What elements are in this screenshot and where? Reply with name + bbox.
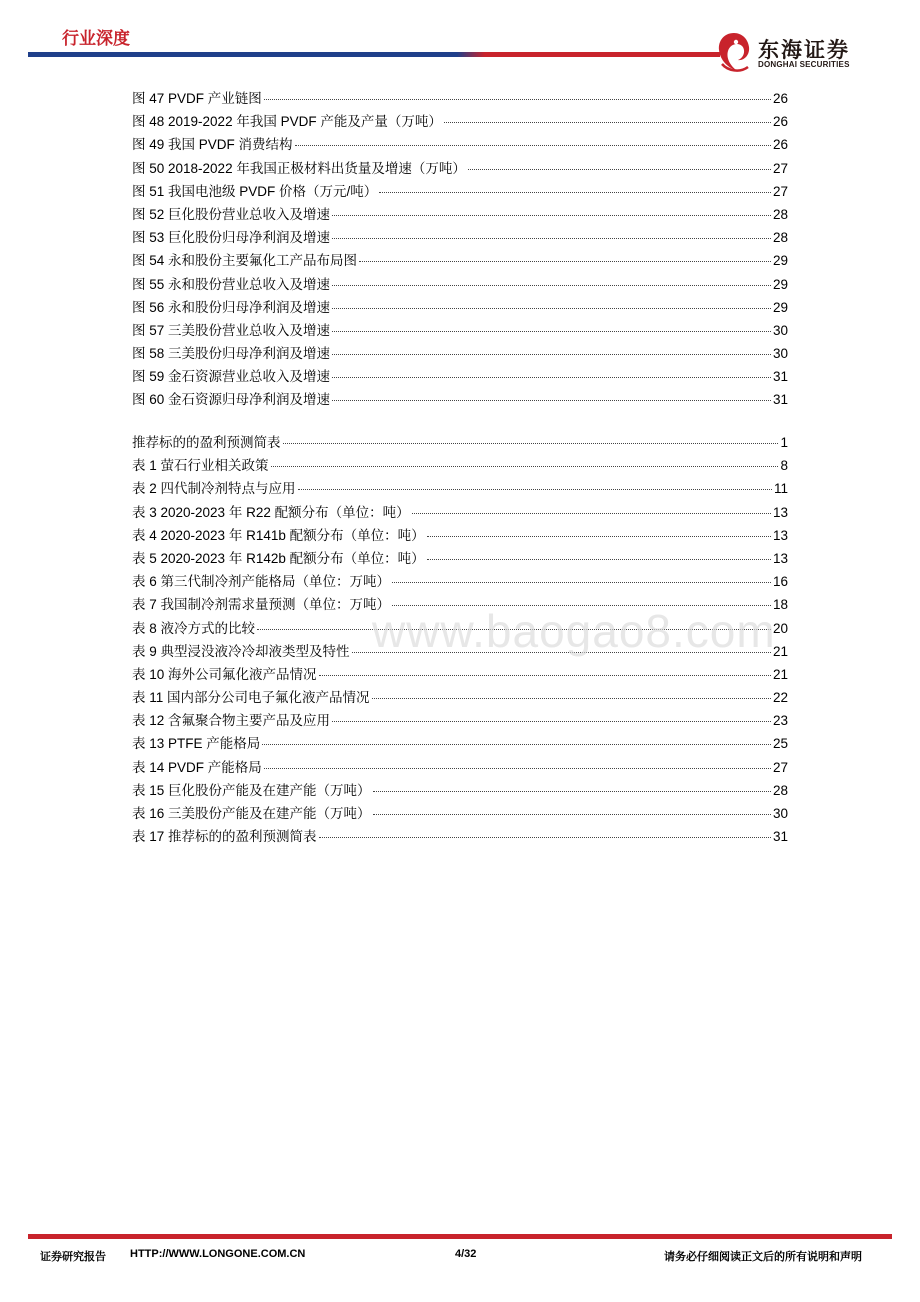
table-entry[interactable] bbox=[132, 686, 788, 709]
table-entry-page: 21 bbox=[772, 643, 788, 659]
table-entry[interactable] bbox=[132, 431, 788, 454]
table-entry[interactable] bbox=[132, 501, 788, 524]
table-entry[interactable] bbox=[132, 709, 788, 732]
table-entry-page: 13 bbox=[772, 550, 788, 566]
header-divider-bar bbox=[28, 52, 720, 57]
figure-entry-label: 图 57 三美股份营业总收入及增速 bbox=[132, 322, 331, 338]
figure-entry-label: 图 52 巨化股份营业总收入及增速 bbox=[132, 206, 331, 222]
table-entry[interactable] bbox=[132, 663, 788, 686]
table-entry-page: 1 bbox=[780, 435, 788, 450]
table-entry-page: 16 bbox=[772, 574, 788, 590]
figure-entry-page: 26 bbox=[772, 137, 788, 153]
dot-leader bbox=[319, 836, 771, 838]
dot-leader bbox=[332, 214, 771, 216]
watermark-text: www.baogao8.com bbox=[372, 605, 776, 657]
table-entry-page: 25 bbox=[772, 736, 788, 752]
dot-leader bbox=[271, 465, 779, 467]
table-entry[interactable] bbox=[132, 802, 788, 825]
figure-entry-page: 31 bbox=[772, 369, 788, 385]
footer-website-link[interactable]: HTTP://WWW.LONGONE.COM.CN bbox=[130, 1248, 306, 1260]
table-entry-page: 18 bbox=[772, 597, 788, 613]
table-entry-page: 11 bbox=[773, 481, 788, 497]
table-entry-page: 27 bbox=[772, 759, 788, 775]
table-entry-label: 表 17 推荐标的的盈利预测简表 bbox=[132, 829, 317, 845]
dot-leader bbox=[379, 191, 771, 193]
figure-entry-page: 29 bbox=[772, 253, 788, 269]
figure-index-list bbox=[132, 87, 788, 412]
figure-entry[interactable] bbox=[132, 133, 788, 156]
table-entry[interactable] bbox=[132, 547, 788, 570]
table-entry-page: 21 bbox=[772, 666, 788, 682]
table-entry-page: 8 bbox=[780, 458, 788, 474]
table-entry-label: 表 6 第三代制冷剂产能格局（单位：万吨） bbox=[132, 574, 391, 590]
figure-entry[interactable] bbox=[132, 296, 788, 319]
table-entry-page: 31 bbox=[772, 829, 788, 845]
figure-entry[interactable] bbox=[132, 87, 788, 110]
figure-entry[interactable] bbox=[132, 342, 788, 365]
figure-entry[interactable] bbox=[132, 388, 788, 411]
figure-entry-page: 28 bbox=[772, 230, 788, 246]
figure-entry-page: 27 bbox=[772, 160, 788, 176]
figure-entry-label: 图 58 三美股份归母净利润及增速 bbox=[132, 346, 331, 362]
figure-entry-page: 26 bbox=[772, 91, 788, 106]
figure-entry[interactable] bbox=[132, 273, 788, 296]
footer-page-number: 4/32 bbox=[455, 1248, 477, 1260]
table-entry-page: 30 bbox=[772, 806, 788, 821]
dot-leader bbox=[319, 674, 771, 676]
table-entry[interactable] bbox=[132, 756, 788, 779]
table-entry-label: 表 3 2020-2023 年 R22 配额分布（单位：吨） bbox=[132, 504, 410, 520]
dot-leader bbox=[427, 535, 771, 537]
table-entry[interactable] bbox=[132, 477, 788, 500]
dot-leader bbox=[264, 767, 771, 769]
dot-leader bbox=[332, 307, 771, 309]
figure-entry-page: 30 bbox=[772, 346, 788, 362]
figure-entry-label: 图 55 永和股份营业总收入及增速 bbox=[132, 276, 331, 292]
table-entry-label: 表 12 含氟聚合物主要产品及应用 bbox=[132, 713, 331, 729]
table-entry[interactable] bbox=[132, 825, 788, 848]
dot-leader bbox=[468, 168, 771, 170]
table-entry[interactable] bbox=[132, 454, 788, 477]
table-entry-label: 表 11 国内部分公司电子氟化液产品情况 bbox=[132, 690, 370, 706]
table-entry-label: 表 10 海外公司氟化液产品情况 bbox=[132, 666, 317, 682]
figure-entry-page: 26 bbox=[772, 114, 788, 130]
dot-leader bbox=[332, 399, 771, 401]
dot-leader bbox=[264, 98, 771, 100]
logo-english-name: DONGHAI SECURITIES bbox=[758, 60, 850, 69]
dragon-logo-icon bbox=[714, 30, 754, 74]
dot-leader bbox=[412, 512, 771, 514]
table-entry-label: 推荐标的的盈利预测简表 bbox=[132, 435, 281, 450]
dot-leader bbox=[332, 376, 771, 378]
figure-entry-page: 29 bbox=[772, 276, 788, 292]
table-entry-label: 表 14 PVDF 产能格局 bbox=[132, 759, 262, 775]
figure-entry-label: 图 56 永和股份归母净利润及增速 bbox=[132, 299, 331, 315]
figure-entry[interactable] bbox=[132, 110, 788, 133]
figure-entry-label: 图 59 金石资源营业总收入及增速 bbox=[132, 369, 331, 385]
dot-leader bbox=[295, 144, 771, 146]
figure-entry-page: 30 bbox=[772, 322, 788, 338]
table-entry-label: 表 7 我国制冷剂需求量预测（单位：万吨） bbox=[132, 597, 391, 613]
figure-entry-label: 图 50 2018-2022 年我国正极材料出货量及增速（万吨） bbox=[132, 160, 466, 176]
dot-leader bbox=[283, 442, 779, 444]
dot-leader bbox=[332, 237, 771, 239]
dot-leader bbox=[262, 743, 771, 745]
figure-entry-label: 图 49 我国 PVDF 消费结构 bbox=[132, 137, 293, 153]
dot-leader bbox=[332, 720, 771, 722]
figure-entry[interactable] bbox=[132, 180, 788, 203]
figure-entry[interactable] bbox=[132, 249, 788, 272]
dot-leader bbox=[392, 581, 771, 583]
dot-leader bbox=[427, 558, 771, 560]
table-entry[interactable] bbox=[132, 732, 788, 755]
figure-entry-label: 图 54 永和股份主要氟化工产品布局图 bbox=[132, 253, 358, 269]
table-entry-label: 表 5 2020-2023 年 R142b 配额分布（单位：吨） bbox=[132, 550, 425, 566]
figure-entry-page: 31 bbox=[772, 392, 788, 408]
dot-leader bbox=[359, 260, 771, 262]
dot-leader bbox=[373, 790, 771, 792]
dot-leader bbox=[373, 813, 771, 815]
company-logo bbox=[712, 30, 892, 76]
table-entry-label: 表 4 2020-2023 年 R141b 配额分布（单位：吨） bbox=[132, 527, 425, 543]
table-entry-page: 23 bbox=[772, 713, 788, 729]
table-entry-page: 20 bbox=[772, 620, 788, 636]
figure-entry-label: 图 47 PVDF 产业链图 bbox=[132, 91, 262, 106]
figure-entry-page: 27 bbox=[772, 183, 788, 199]
dot-leader bbox=[444, 121, 771, 123]
figure-entry[interactable] bbox=[132, 365, 788, 388]
figure-entry[interactable] bbox=[132, 226, 788, 249]
table-entry-page: 13 bbox=[772, 504, 788, 520]
table-entry[interactable] bbox=[132, 779, 788, 802]
figure-entry-page: 29 bbox=[772, 299, 788, 315]
figure-entry-label: 图 51 我国电池级 PVDF 价格（万元/吨） bbox=[132, 183, 378, 199]
table-entry-page: 22 bbox=[772, 690, 788, 706]
figure-entry[interactable] bbox=[132, 157, 788, 180]
dot-leader bbox=[332, 353, 771, 355]
table-entry-label: 表 1 萤石行业相关政策 bbox=[132, 458, 269, 474]
table-entry[interactable] bbox=[132, 524, 788, 547]
table-entry-label: 表 15 巨化股份产能及在建产能（万吨） bbox=[132, 782, 371, 798]
figure-entry[interactable] bbox=[132, 203, 788, 226]
dot-leader bbox=[298, 488, 772, 490]
table-entry-label: 表 16 三美股份产能及在建产能（万吨） bbox=[132, 806, 371, 821]
footer-report-label: 证券研究报告 bbox=[40, 1251, 106, 1263]
table-entry-label: 表 8 液冷方式的比较 bbox=[132, 620, 256, 636]
dot-leader bbox=[332, 330, 771, 332]
table-entry-label: 表 2 四代制冷剂特点与应用 bbox=[132, 481, 296, 497]
figure-entry-page: 28 bbox=[772, 206, 788, 222]
dot-leader bbox=[372, 697, 771, 699]
logo-chinese-name: 东海证券 bbox=[758, 39, 850, 62]
table-entry-page: 13 bbox=[772, 527, 788, 543]
table-entry-page: 28 bbox=[772, 782, 788, 798]
footer-divider-bar bbox=[28, 1234, 892, 1239]
figure-entry[interactable] bbox=[132, 319, 788, 342]
table-entry-label: 表 13 PTFE 产能格局 bbox=[132, 736, 261, 752]
figure-entry-label: 图 48 2019-2022 年我国 PVDF 产能及产量（万吨） bbox=[132, 114, 442, 130]
table-entry[interactable] bbox=[132, 570, 788, 593]
table-entry-label: 表 9 典型浸没液冷冷却液类型及特性 bbox=[132, 643, 350, 659]
figure-entry-label: 图 60 金石资源归母净利润及增速 bbox=[132, 392, 331, 408]
report-type-tag: 行业深度 bbox=[62, 29, 130, 48]
dot-leader bbox=[332, 284, 771, 286]
footer-disclaimer: 请务必仔细阅读正文后的所有说明和声明 bbox=[664, 1251, 862, 1263]
figure-entry-label: 图 53 巨化股份归母净利润及增速 bbox=[132, 230, 331, 246]
